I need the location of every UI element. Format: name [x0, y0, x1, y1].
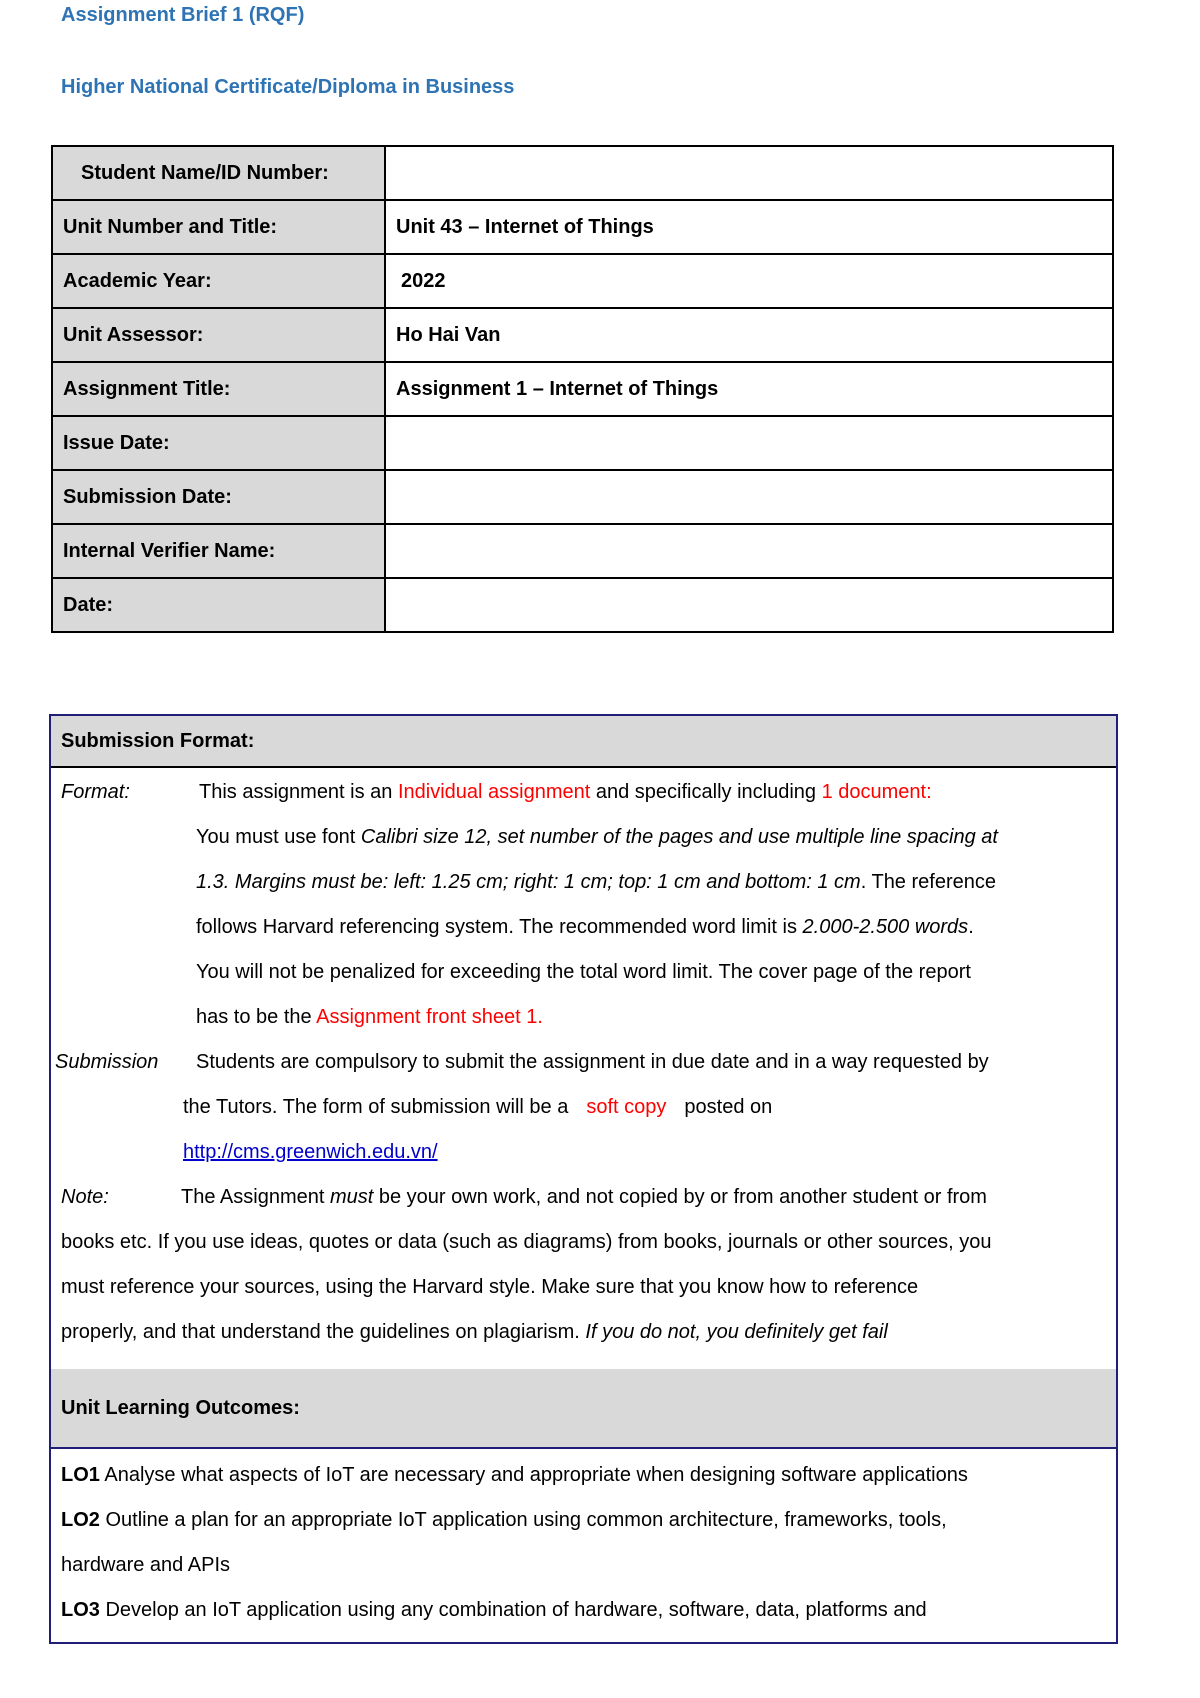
- info-label: Assignment Title:: [52, 362, 385, 416]
- info-label: Student Name/ID Number:: [52, 146, 385, 200]
- info-row-issue-date: [52, 416, 1113, 470]
- text: 1.3. Margins must be: left: 1.25 cm; right: 1 cm; top: 1 cm and bottom: 1 cm: [196, 871, 861, 893]
- lo-text: Outline a plan for an appropriate IoT application using common architecture, frameworks, tools,: [99, 1509, 947, 1531]
- info-value: [385, 146, 1113, 200]
- info-value: Ho Hai Van: [385, 308, 1113, 362]
- submission-line-1: Students are compulsory to submit the assignment in due date and in a way requested by: [196, 1051, 989, 1073]
- info-value: [385, 416, 1113, 470]
- text: properly, and that understand the guidelines on plagiarism.: [61, 1321, 586, 1343]
- text: the Tutors. The form of submission will be a: [183, 1096, 569, 1118]
- assignment-info-table: [51, 145, 1114, 633]
- info-row-verifier: [52, 524, 1113, 578]
- text: follows Harvard referencing system. The recommended word limit is: [196, 916, 803, 938]
- info-value: 2022: [385, 254, 1113, 308]
- learning-outcomes-heading: Unit Learning Outcomes:: [51, 1369, 1116, 1449]
- document-subtitle: Higher National Certificate/Diploma in Business: [61, 76, 515, 98]
- text: must: [329, 1186, 374, 1208]
- info-value: [385, 470, 1113, 524]
- text: . The reference: [860, 871, 996, 893]
- submission-format-box: [49, 714, 1118, 1644]
- text: This assignment is an: [199, 781, 398, 803]
- info-label: Unit Number and Title:: [52, 200, 385, 254]
- note-line-2: books etc. If you use ideas, quotes or data (such as diagrams) from books, journals or other sources, you: [61, 1231, 992, 1253]
- note-label: Note:: [61, 1186, 109, 1208]
- lo2-line: [61, 1498, 1106, 1543]
- highlight-text: Assignment front sheet 1.: [316, 1006, 543, 1028]
- lo-text: Develop an IoT application using any combination of hardware, software, data, platforms and: [99, 1599, 927, 1621]
- format-label: Format:: [61, 781, 130, 803]
- text: .: [968, 916, 974, 938]
- info-label: Unit Assessor:: [52, 308, 385, 362]
- lo3-line: [61, 1588, 1106, 1633]
- format-line-3: [196, 860, 996, 905]
- info-row-student: [52, 146, 1113, 200]
- lo-text: Analyse what aspects of IoT are necessary and appropriate when designing software applications: [99, 1464, 968, 1486]
- text: posted on: [684, 1096, 773, 1118]
- info-value: Unit 43 – Internet of Things: [385, 200, 1113, 254]
- info-row-assessor: [52, 308, 1113, 362]
- info-value: Assignment 1 – Internet of Things: [385, 362, 1113, 416]
- text: has to be the: [196, 1006, 317, 1028]
- note-line-3: must reference your sources, using the Harvard style. Make sure that you know how to reference: [61, 1276, 919, 1298]
- info-row-submission-date: [52, 470, 1113, 524]
- info-label: Academic Year:: [52, 254, 385, 308]
- format-line-5: You will not be penalized for exceeding the total word limit. The cover page of the report: [196, 961, 971, 983]
- format-section: [51, 770, 1116, 1355]
- info-row-academic-year: [52, 254, 1113, 308]
- info-label: Date:: [52, 578, 385, 632]
- highlight-text: soft copy: [586, 1096, 667, 1118]
- cms-link[interactable]: http://cms.greenwich.edu.vn/: [183, 1141, 438, 1163]
- text: Calibri size 12, set number of the pages and use multiple line spacing at: [360, 826, 998, 848]
- info-value: [385, 524, 1113, 578]
- info-row-assignment-title: [52, 362, 1113, 416]
- submission-label: Submission: [55, 1051, 159, 1073]
- text: You must use font: [196, 826, 361, 848]
- highlight-text: 1 document:: [821, 781, 932, 803]
- text: be your own work, and not copied by or from another student or from: [373, 1186, 987, 1208]
- format-line-6: [196, 995, 543, 1040]
- text: and specifically including: [590, 781, 822, 803]
- note-line-4: [61, 1310, 888, 1355]
- submission-line-2: [183, 1085, 772, 1130]
- format-line-2: [196, 815, 998, 860]
- highlight-text: Individual assignment: [397, 781, 591, 803]
- format-line-4: [196, 905, 974, 950]
- info-value: [385, 578, 1113, 632]
- info-label: Issue Date:: [52, 416, 385, 470]
- format-line-1: [199, 770, 932, 815]
- text: If you do not, you definitely get fail: [585, 1321, 888, 1343]
- info-label: Submission Date:: [52, 470, 385, 524]
- lo1-line: [61, 1453, 1106, 1498]
- lo-code: LO3: [61, 1599, 100, 1621]
- lo-code: LO1: [61, 1464, 100, 1486]
- submission-format-heading: Submission Format:: [51, 716, 1116, 768]
- document-title: Assignment Brief 1 (RQF): [61, 4, 305, 26]
- info-row-unit: [52, 200, 1113, 254]
- info-label: Internal Verifier Name:: [52, 524, 385, 578]
- text: The Assignment: [181, 1186, 330, 1208]
- lo2-line-cont: hardware and APIs: [61, 1554, 230, 1576]
- note-line-1: [181, 1175, 987, 1220]
- text: 2.000-2.500 words: [802, 916, 969, 938]
- lo-code: LO2: [61, 1509, 100, 1531]
- info-row-date: [52, 578, 1113, 632]
